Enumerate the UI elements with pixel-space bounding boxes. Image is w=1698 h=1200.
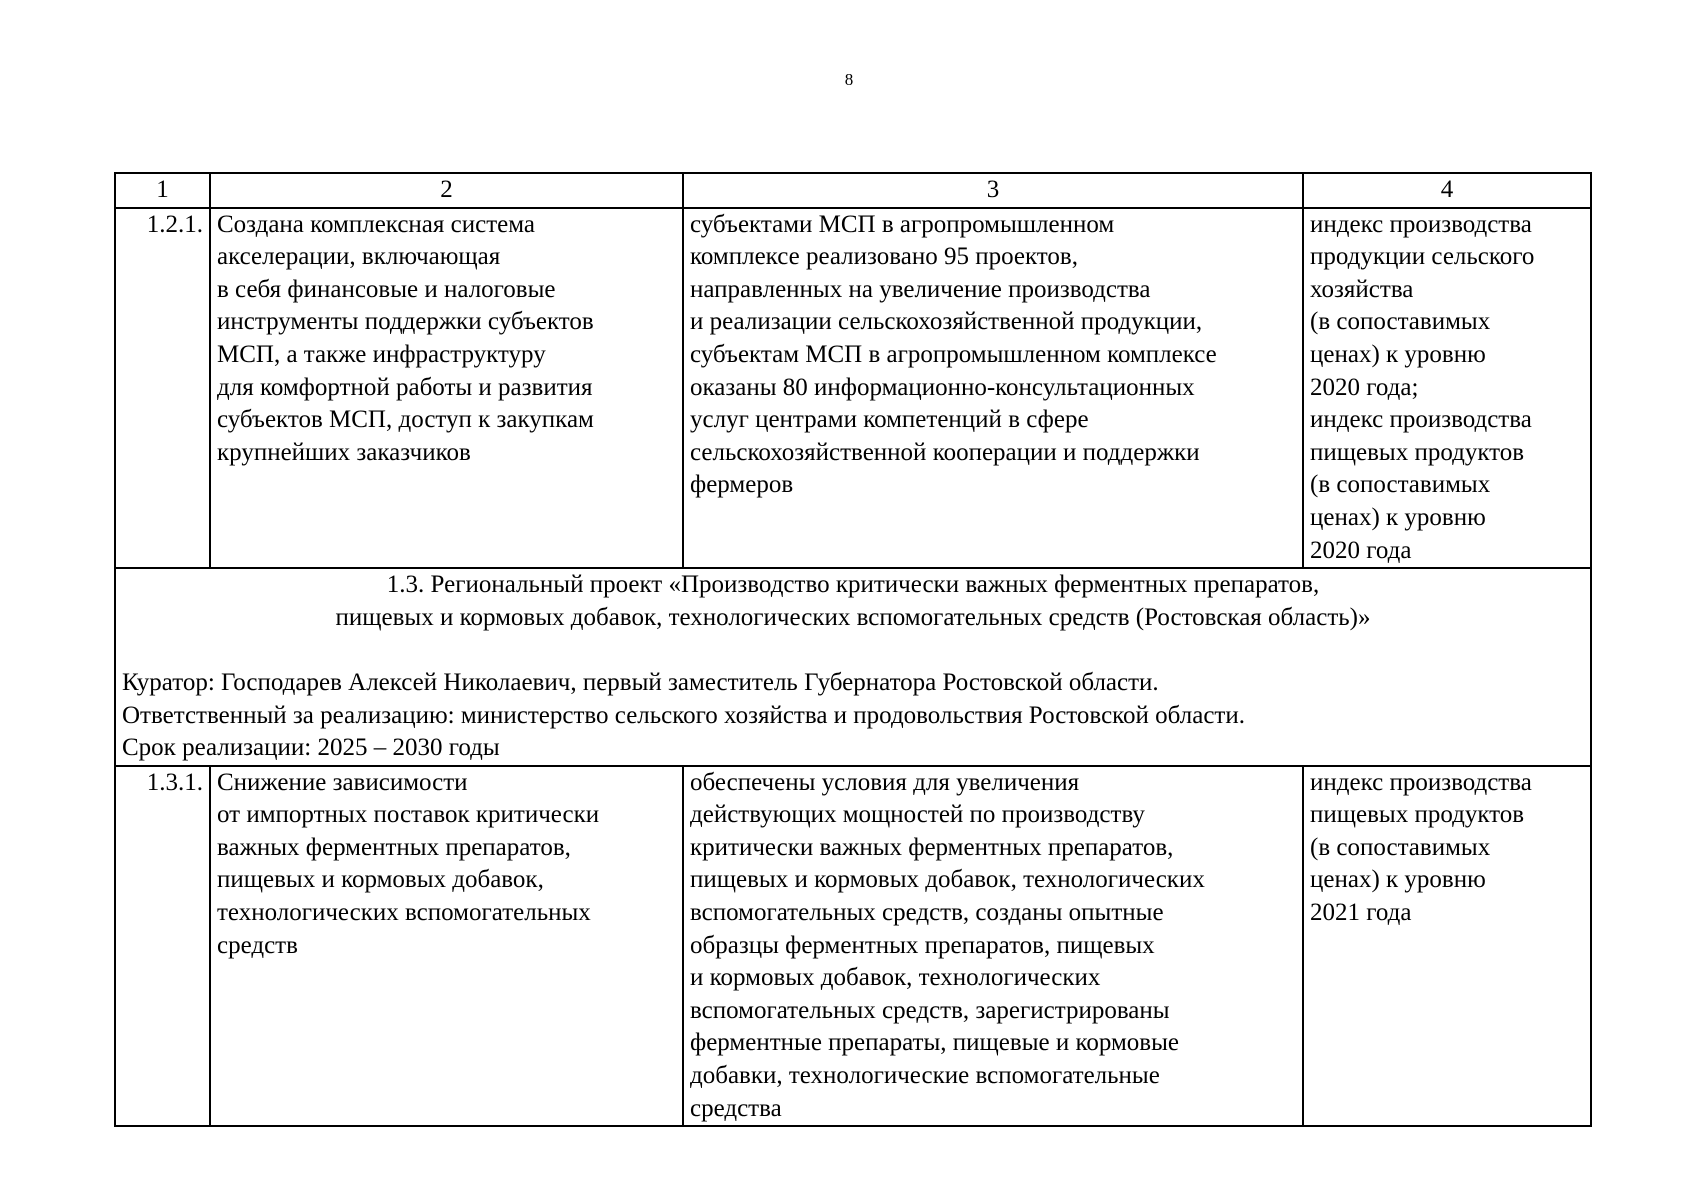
table-row <box>115 766 1591 1127</box>
text-line: критически важных ферментных препаратов, <box>690 833 1174 861</box>
text-line: от импортных поставок критически <box>217 801 600 829</box>
header-cell: 4 <box>1303 173 1591 208</box>
text-line: услуг центрами компетенций в сфере <box>690 406 1089 434</box>
text-line: МСП, а также инфраструктуру <box>217 340 546 368</box>
text-line: пищевых и кормовых добавок, технологических <box>690 866 1205 894</box>
section-cell <box>115 568 1591 766</box>
text-line: ферментные препараты, пищевые и кормовые <box>690 1029 1179 1057</box>
header-cell: 1 <box>115 173 210 208</box>
text-line: индекс производства <box>1310 406 1532 434</box>
text-line: ценах) к уровню <box>1310 503 1486 531</box>
table-header-row <box>115 173 1591 208</box>
text-line: хозяйства <box>1310 275 1414 303</box>
text-line: вспомогательных средств, созданы опытные <box>690 899 1164 927</box>
text-line: фермеров <box>690 471 794 499</box>
table-row <box>115 208 1591 569</box>
text-line: пищевых продуктов <box>1310 801 1525 829</box>
text-line: (в сопоставимых <box>1310 471 1491 499</box>
text-line: пищевых и кормовых добавок, <box>217 866 544 894</box>
text-line: действующих мощностей по производству <box>690 801 1145 829</box>
text-line: (в сопоставимых <box>1310 833 1491 861</box>
result-description-cell <box>210 766 683 1127</box>
text-line: вспомогательных средств, зарегистрированы <box>690 996 1170 1024</box>
text-line: крупнейших заказчиков <box>217 438 471 466</box>
results-table <box>114 172 1592 1127</box>
text-line: акселерации, включающая <box>217 243 501 271</box>
result-description-cell <box>210 208 683 569</box>
text-line: индекс производства <box>1310 768 1532 796</box>
text-line: обеспечены условия для увеличения <box>690 768 1080 796</box>
spacer <box>122 634 1584 667</box>
text-line: 2020 года; <box>1310 373 1419 401</box>
text-line: в себя финансовые и налоговые <box>217 275 556 303</box>
row-number: 1.2.1. <box>115 208 210 569</box>
text-line: и кормовых добавок, технологических <box>690 964 1101 992</box>
text-line: пищевых продуктов <box>1310 438 1525 466</box>
text-line: направленных на увеличение производства <box>690 275 1151 303</box>
text-line: Снижение зависимости <box>217 768 468 796</box>
page-number: 8 <box>844 70 854 89</box>
section-responsible: Ответственный за реализацию: министерство сельского хозяйства и продовольствия Ростовской области. <box>122 701 1245 729</box>
text-line: важных ферментных препаратов, <box>217 833 571 861</box>
text-line: субъектам МСП в агропромышленном комплексе <box>690 340 1217 368</box>
text-line: индекс производства <box>1310 210 1532 238</box>
text-line: комплексе реализовано 95 проектов, <box>690 243 1078 271</box>
section-curator: Куратор: Господарев Алексей Николаевич, первый заместитель Губернатора Ростовской области. <box>122 668 1159 696</box>
text-line: 2020 года <box>1310 536 1412 564</box>
text-line: сельскохозяйственной кооперации и поддержки <box>690 438 1200 466</box>
row-number: 1.3.1. <box>115 766 210 1127</box>
indicator-cell <box>1303 766 1591 1127</box>
text-line: (в сопоставимых <box>1310 308 1491 336</box>
text-line: продукции сельского <box>1310 243 1535 271</box>
text-line: субъектов МСП, доступ к закупкам <box>217 406 594 434</box>
text-line: Создана комплексная система <box>217 210 535 238</box>
result-characteristic-cell <box>683 766 1303 1127</box>
section-row <box>115 568 1591 766</box>
text-line: средств <box>217 931 298 959</box>
text-line: и реализации сельскохозяйственной продукции, <box>690 308 1203 336</box>
text-line: субъектами МСП в агропромышленном <box>690 210 1115 238</box>
indicator-cell <box>1303 208 1591 569</box>
text-line: образцы ферментных препаратов, пищевых <box>690 931 1155 959</box>
section-title-line: пищевых и кормовых добавок, технологических вспомогательных средств (Ростовская область)» <box>335 603 1371 631</box>
text-line: технологических вспомогательных <box>217 899 591 927</box>
header-cell: 3 <box>683 173 1303 208</box>
result-characteristic-cell <box>683 208 1303 569</box>
header-cell: 2 <box>210 173 683 208</box>
section-title-line: 1.3. Региональный проект «Производство критически важных ферментных препаратов, <box>386 571 1320 599</box>
section-period: Срок реализации: 2025 – 2030 годы <box>122 734 500 762</box>
text-line: инструменты поддержки субъектов <box>217 308 594 336</box>
text-line: добавки, технологические вспомогательные <box>690 1062 1160 1090</box>
text-line: оказаны 80 информационно-консультационных <box>690 373 1195 401</box>
text-line: ценах) к уровню <box>1310 340 1486 368</box>
text-line: для комфортной работы и развития <box>217 373 593 401</box>
text-line: средства <box>690 1094 782 1122</box>
text-line: ценах) к уровню <box>1310 866 1486 894</box>
text-line: 2021 года <box>1310 899 1412 927</box>
